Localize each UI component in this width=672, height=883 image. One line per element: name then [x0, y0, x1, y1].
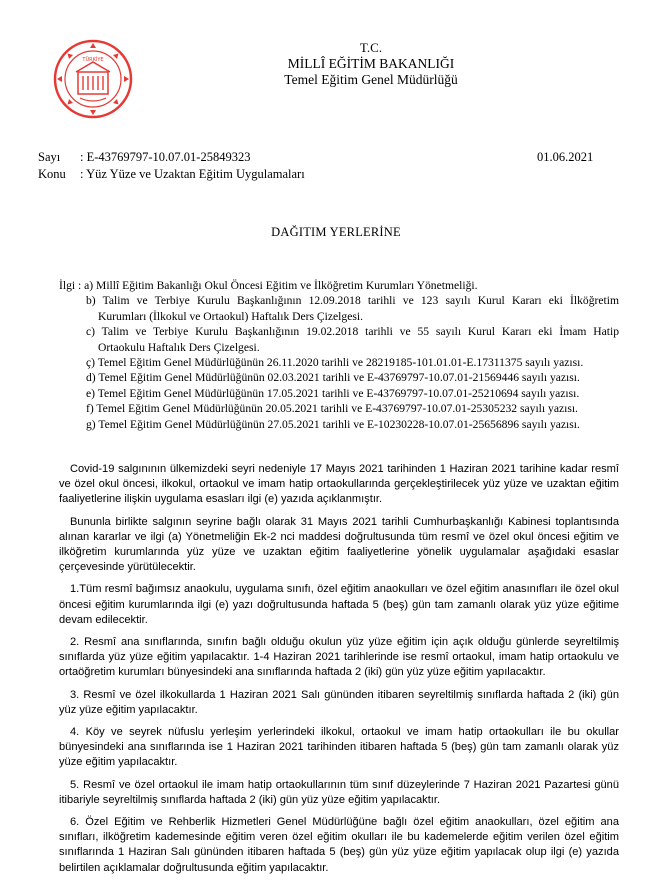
konu-value: : Yüz Yüze ve Uzaktan Eğitim Uygulamaları [80, 167, 305, 181]
header-directorate: Temel Eğitim Genel Müdürlüğü [284, 72, 458, 87]
paragraph: Bununla birlikte salgının seyrine bağlı olarak 31 Mayıs 2021 tarihli Cumhurbaşkanlığı Kabinesi toplantısında alınan kararlar ve ilgi (a) Yönetmeliğin Ek-2 nci maddesi doğrultusunda tüm resmî ve özel okul öncesi eğitim ve ilköğretim kurumlarında yüz yüze ve uzaktan eğitim faaliyetlerine yönelik uygulamalar aşağıdaki esaslar çerçevesinde yürütülecektir. [59, 515, 619, 574]
ilgi-item: d) Temel Eğitim Genel Müdürlüğünün 02.03.2021 tarihli ve E-43769797-10.07.01-21569446 sayılı yazısı. [86, 371, 580, 385]
ilgi-item: ç) Temel Eğitim Genel Müdürlüğünün 26.11.2020 tarihli ve 28219185-101.01.01-E.17311375 sayılı yazısı. [86, 356, 584, 370]
ilgi-item: g) Temel Eğitim Genel Müdürlüğünün 27.05.2021 tarihli ve E-10230228-10.07.01-25656896 sayılı yazısı. [86, 417, 580, 431]
sayi-label: Sayı [38, 150, 61, 164]
paragraph: Covid-19 salgınının ülkemizdeki seyri nedeniyle 17 Mayıs 2021 tarihinden 1 Haziran 2021 tarihine kadar resmî ve özel okul öncesi, ilkokul, ortaokul ve imam hatip ortaokullarında gerçekleştirilecek yüz yüze ve uzaktan eğitim faaliyetlerine ilişkin uygulama esasları ilgi (e) yazıda açıklanmıştır. [59, 463, 619, 506]
ilgi-item: b) Talim ve Terbiye Kurulu Başkanlığının 12.09.2018 tarihli ve 123 sayılı Kurul Kararı eki İlköğretim Kurumları (İlkokul ve Ortaokul) Haftalık Ders Çizelgesi. [86, 294, 619, 323]
body-text [59, 462, 619, 883]
header-ministry: MİLLÎ EĞİTİM BAKANLIĞI [287, 56, 455, 71]
header-tc: T.C. [359, 40, 383, 55]
paragraph: 3. Resmî ve özel ilkokullarda 1 Haziran 2021 Salı gününden itibaren seyreltilmiş sınıflarda haftada 2 (iki) gün yüz yüze eğitim yapılacaktır. [59, 688, 619, 716]
sayi-value: : E-43769797-10.07.01-25849323 [80, 150, 251, 164]
ilgi-item: İlgi : a) Millî Eğitim Bakanlığı Okul Öncesi Eğitim ve İlköğretim Kurumları Yönetmeliği. [59, 279, 478, 292]
ilgi-item: c) Talim ve Terbiye Kurulu Başkanlığının 19.02.2018 tarihli ve 55 sayılı Kurul Kararı eki İmam Hatip Ortaokulu Haftalık Ders Çizelgesi. [86, 325, 619, 354]
paragraph: 4. Köy ve seyrek nüfuslu yerleşim yerlerindeki ilkokul, ortaokul ve imam hatip ortaokulları ile bu okullar bünyesindeki ana sınıflarında ise 1 Haziran 2021 tarihinden itibaren haftada 5 (beş) gün tam zamanlı olarak yüz yüze eğitim yapılacaktır. [59, 726, 619, 769]
paragraph: 5. Resmî ve özel ortaokul ile imam hatip ortaokullarının tüm sınıf düzeylerinde 7 Haziran 2021 Pazartesi günü itibariyle seyreltilmiş sınıflarda haftada 2 (iki) gün yüz yüze eğitim yapılacaktır. [59, 778, 619, 806]
svg-text:TÜRKİYE: TÜRKİYE [82, 57, 104, 63]
recipient-title: DAĞITIM YERLERİNE [271, 225, 401, 239]
paragraph: 6. Özel Eğitim ve Rehberlik Hizmetleri Genel Müdürlüğüne bağlı özel eğitim anaokulları, özel eğitim ana sınıfları, ilköğretim kademesinde eğitim veren özel eğitim okulları ile bu kademelerde eğitim verilen özel eğitim sınıflarında 1 Haziran Salı gününden itibaren haftada 5 (beş) gün yüz yüze eğitim yapılacak olup ilgi (e) yazıda belirtilen açıklamalar doğrultusunda eğitim yapılacaktır. [59, 816, 619, 874]
ilgi-item: e) Temel Eğitim Genel Müdürlüğünün 17.05.2021 tarihli ve E-43769797-10.07.01-25210694 sayılı yazısı. [86, 386, 580, 400]
document-date: 01.06.2021 [537, 150, 594, 164]
ilgi-item: f) Temel Eğitim Genel Müdürlüğünün 20.05.2021 tarihli ve E-43769797-10.07.01-25305232 sayılı yazısı. [86, 402, 578, 416]
paragraph: 2. Resmî ana sınıflarında, sınıfın bağlı olduğu okulun yüz yüze eğitim için açık olduğu günlerde seyreltilmiş sınıflarda yüz yüze eğitim yapılacaktır. 1-4 Haziran 2021 tarihlerinde ise resmî ortaokul, imam hatip ortaokulu ve ortaöğretim kurumları bünyesindeki ana sınıflarında haftada 2 (iki) gün yüz yüze eğitim yapılacaktır. [59, 636, 619, 679]
paragraph: 1.Tüm resmî bağımsız anaokulu, uygulama sınıfı, özel eğitim anaokulları ve özel eğitim anasınıfları ile özel okul öncesi eğitim kurumlarında ilgi (e) yazı doğrultusunda haftada 5 (beş) gün tam zamanlı olarak yüz yüze eğitime devam edilecektir. [59, 583, 619, 626]
ilgi-list [59, 278, 619, 432]
konu-label: Konu [38, 167, 66, 181]
